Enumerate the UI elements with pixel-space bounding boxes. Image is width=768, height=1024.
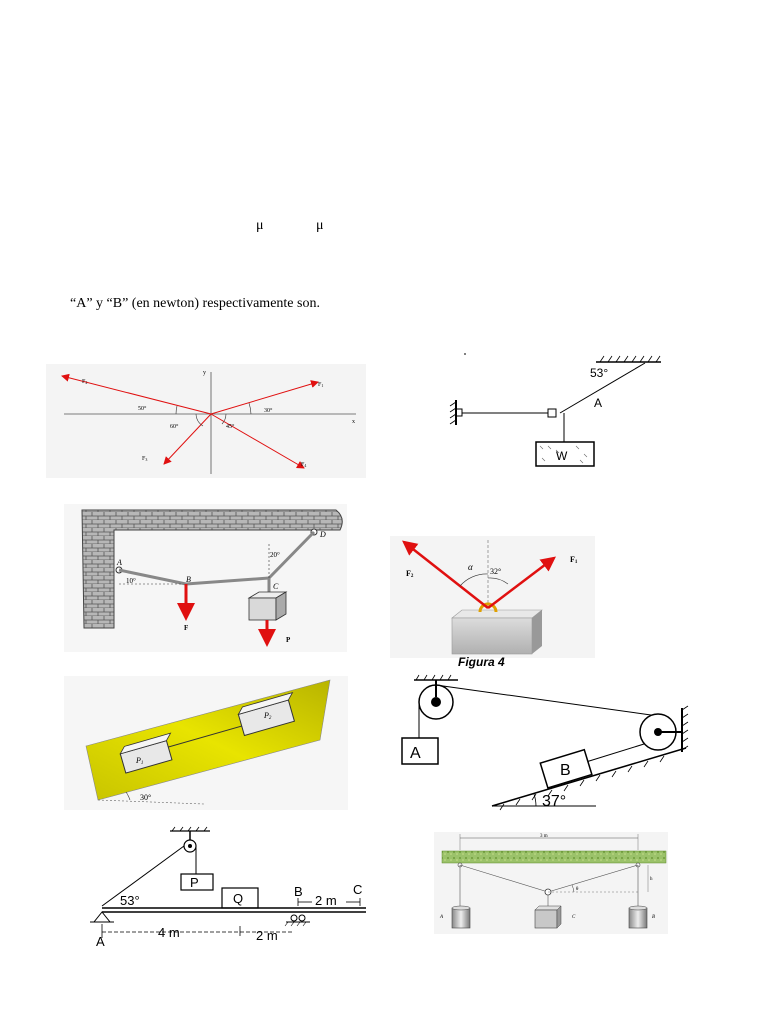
label-w: W xyxy=(556,449,568,463)
dim-bc: 2 m xyxy=(315,893,337,908)
question-line: “A” y “B” (en newton) respectivamente son. xyxy=(70,296,320,311)
angle-10: 10° xyxy=(126,577,136,585)
mu-symbol-1: μ xyxy=(256,218,264,233)
label-a: A xyxy=(410,745,421,762)
angle-30: 30° xyxy=(264,408,273,414)
angle-53: 53° xyxy=(120,893,140,908)
roller-1 xyxy=(291,915,297,921)
figure-two-forces-block xyxy=(390,536,595,666)
figure-brick-cable xyxy=(64,504,347,652)
figure-4-caption: Figura 4 xyxy=(458,655,505,669)
angle-32: 32° xyxy=(490,567,502,576)
angle-53: 53° xyxy=(590,366,609,380)
dim-4m: 4 m xyxy=(158,925,180,940)
roller-2 xyxy=(299,915,305,921)
label-a: A xyxy=(117,558,122,567)
x-axis-label: x xyxy=(352,419,355,425)
span-label: 3 m xyxy=(540,834,548,839)
label-a: A xyxy=(594,396,603,410)
figure-beam-three-weights xyxy=(434,832,668,934)
label-f3: F3 xyxy=(142,456,148,462)
label-b: B xyxy=(294,884,303,899)
figure-force-vectors xyxy=(46,364,366,478)
label-b: B xyxy=(652,915,656,920)
block xyxy=(452,618,532,654)
label-a: A xyxy=(440,915,444,920)
label-f: F xyxy=(184,624,189,632)
rope-top xyxy=(436,685,658,716)
figure-beam-pulley xyxy=(84,826,374,950)
green-beam xyxy=(442,851,666,863)
incline-surface xyxy=(492,748,686,806)
label-f4: F4 xyxy=(301,462,307,468)
label-b: B xyxy=(560,762,571,779)
dim-2m: 2 m xyxy=(256,928,278,943)
label-f2: F2 xyxy=(406,569,414,579)
label-b: B xyxy=(186,575,191,584)
label-q: Q xyxy=(233,891,244,906)
label-d: D xyxy=(320,530,326,539)
rope-to-a xyxy=(102,846,184,906)
weight-a xyxy=(452,908,470,928)
figure-inclined-plane-blocks xyxy=(64,676,348,810)
angle-alpha: α xyxy=(468,562,473,572)
label-a: A xyxy=(96,934,105,949)
angle-30: 30° xyxy=(140,793,152,802)
pin-support-a xyxy=(94,912,110,922)
label-c: C xyxy=(353,882,363,897)
label-c: C xyxy=(273,582,279,591)
angle-20: 20° xyxy=(270,551,280,559)
label-p2: P2 xyxy=(264,711,272,721)
figure-pulley-incline xyxy=(396,672,706,812)
mu-symbol-2: μ xyxy=(316,218,324,233)
figure-hanging-weight xyxy=(436,350,706,470)
label-p: P xyxy=(190,875,199,890)
angle-50: 50° xyxy=(138,406,147,412)
weight-c xyxy=(535,910,557,928)
y-axis-label: y xyxy=(203,370,206,376)
label-f1: F1 xyxy=(570,555,578,565)
angle-45: 45° xyxy=(226,424,235,430)
block-p xyxy=(249,598,276,620)
angle-theta: θ xyxy=(576,887,579,892)
rope-to-b xyxy=(586,744,644,762)
label-c: C xyxy=(572,915,576,920)
weight-b xyxy=(629,908,647,928)
angle-60: 60° xyxy=(170,424,179,430)
label-f1: F1 xyxy=(318,382,324,388)
label-f2: F2 xyxy=(82,379,88,385)
label-p: P xyxy=(286,636,291,644)
angle-37: 37° xyxy=(542,793,567,810)
height-label: h xyxy=(650,877,653,882)
label-p1: P1 xyxy=(136,756,144,766)
